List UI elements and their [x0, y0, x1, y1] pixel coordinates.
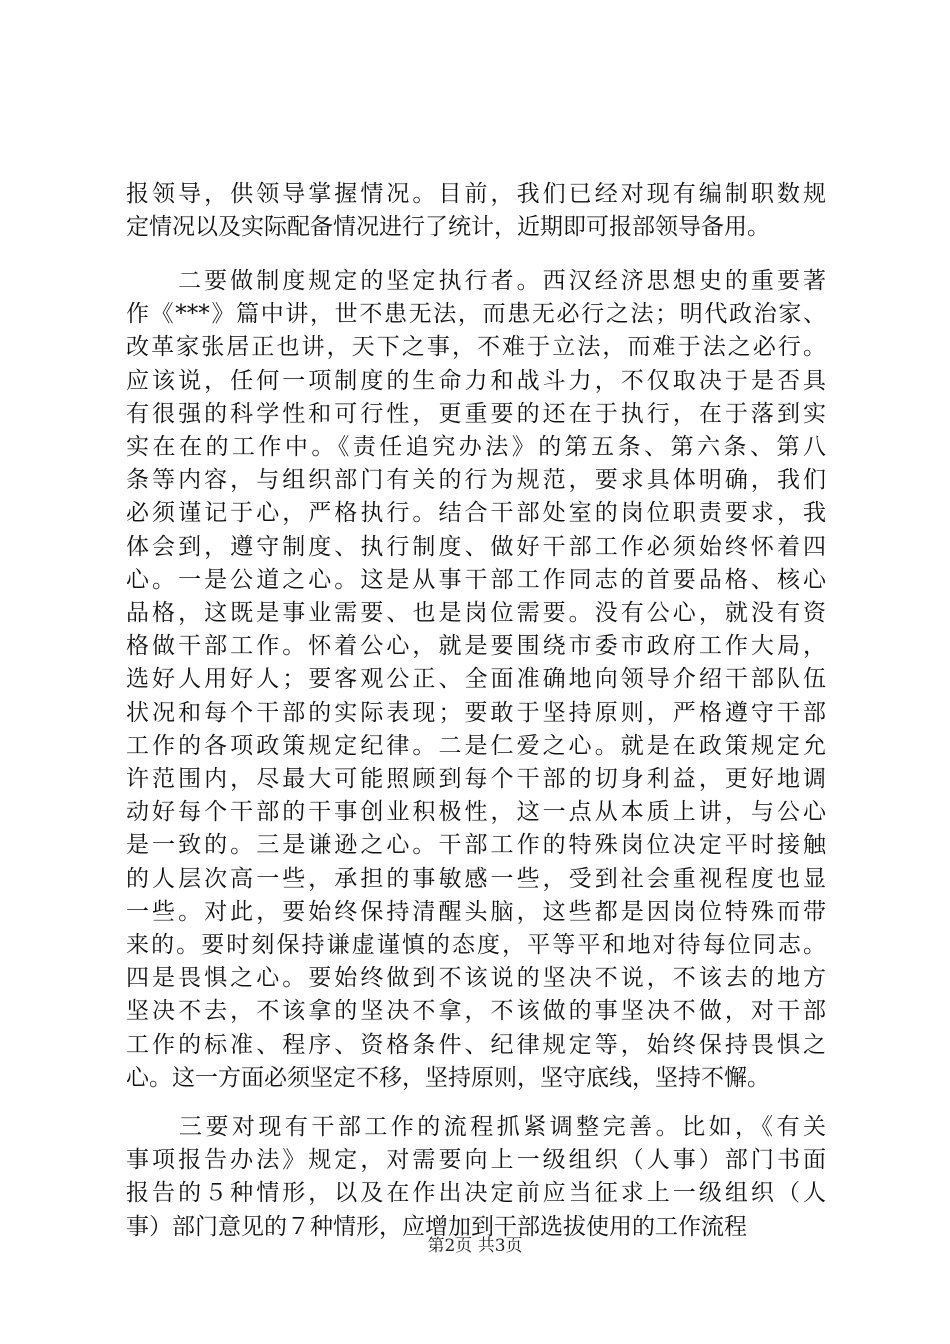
text-line: 定情况以及实际配备情况进行了统计，近期即可报部领导备用。: [126, 214, 770, 241]
text-line: 应该说，任何一项制度的生命力和战斗力，不仅取决于是否具: [126, 367, 826, 394]
text-line: 改革家张居正也讲，天下之事，不难于立法，而难于法之必行。: [126, 334, 826, 361]
text-line: 是一致的。三是谦逊之心。干部工作的特殊岗位决定平时接触: [126, 832, 826, 859]
text-line: 事项报告办法》规定，对需要向上一级组织（人事）部门书面: [126, 1147, 826, 1174]
text-line: 四是畏惧之心。要始终做到不该说的坚决不说，不该去的地方: [126, 965, 826, 992]
text-line: 必须谨记于心，严格执行。结合干部处室的岗位职责要求，我: [126, 500, 826, 527]
text-line: 实在在的工作中。《责任追究办法》的第五条、第六条、第八: [126, 434, 826, 460]
text-line: 坚决不去，不该拿的坚决不拿，不该做的事坚决不做，对干部: [126, 998, 826, 1025]
text-line: 工作的各项政策规定纪律。二是仁爱之心。就是在政策规定允: [126, 732, 826, 759]
text-line: 有很强的科学性和可行性，更重要的还在于执行，在于落到实: [126, 400, 826, 427]
text-line: 条等内容，与组织部门有关的行为规范，要求具体明确，我们: [126, 467, 826, 494]
text-line: 许范围内，尽最大可能照顾到每个干部的切身利益，更好地调: [126, 766, 826, 792]
text-line: 选好人用好人；要客观公正、全面准确地向领导介绍干部队伍: [126, 666, 826, 693]
text-line: 体会到，遵守制度、执行制度、做好干部工作必须始终怀着四: [126, 533, 826, 560]
text-line: 一些。对此，要始终保持清醒头脑，这些都是因岗位特殊而带: [126, 898, 826, 925]
text-line: 动好每个干部的干事创业积极性，这一点从本质上讲，与公心: [126, 799, 826, 826]
text-line: 心。这一方面必须坚定不移，坚持原则，坚守底线，坚持不懈。: [126, 1064, 770, 1091]
text-line: 格做干部工作。怀着公心，就是要围绕市委市政府工作大局，: [126, 633, 826, 660]
text-line: 品格，这既是事业需要、也是岗位需要。没有公心，就没有资: [126, 600, 826, 626]
text-line: 三要对现有干部工作的流程抓紧调整完善。比如，《有关: [126, 1114, 826, 1140]
text-line: 工作的标准、程序、资格条件、纪律规定等，始终保持畏惧之: [126, 1031, 826, 1058]
text-line: 状况和每个干部的实际表现；要敢于坚持原则，严格遵守干部: [126, 699, 826, 726]
text-line: 报领导，供领导掌握情况。目前，我们已经对现有编制职数规: [126, 181, 826, 207]
text-line: 来的。要时刻保持谦虚谨慎的态度，平等平和地对待每位同志。: [126, 932, 826, 958]
text-line: 二要做制度规定的坚定执行者。西汉经济思想史的重要著: [126, 268, 826, 294]
text-line: 事）部门意见的７种情形，应增加到干部选拔使用的工作流程: [126, 1213, 747, 1240]
text-line: 的人层次高一些，承担的事敏感一些，受到社会重视程度也显: [126, 865, 826, 892]
text-line: 作《***》篇中讲，世不患无法，而患无必行之法；明代政治家、: [126, 301, 826, 328]
text-line: 心。一是公道之心。这是从事干部工作同志的首要品格、核心: [126, 566, 826, 593]
page-footer: 第2页 共3页: [427, 1236, 523, 1256]
text-line: 报告的５种情形，以及在作出决定前应当征求上一级组织（人: [126, 1180, 826, 1207]
